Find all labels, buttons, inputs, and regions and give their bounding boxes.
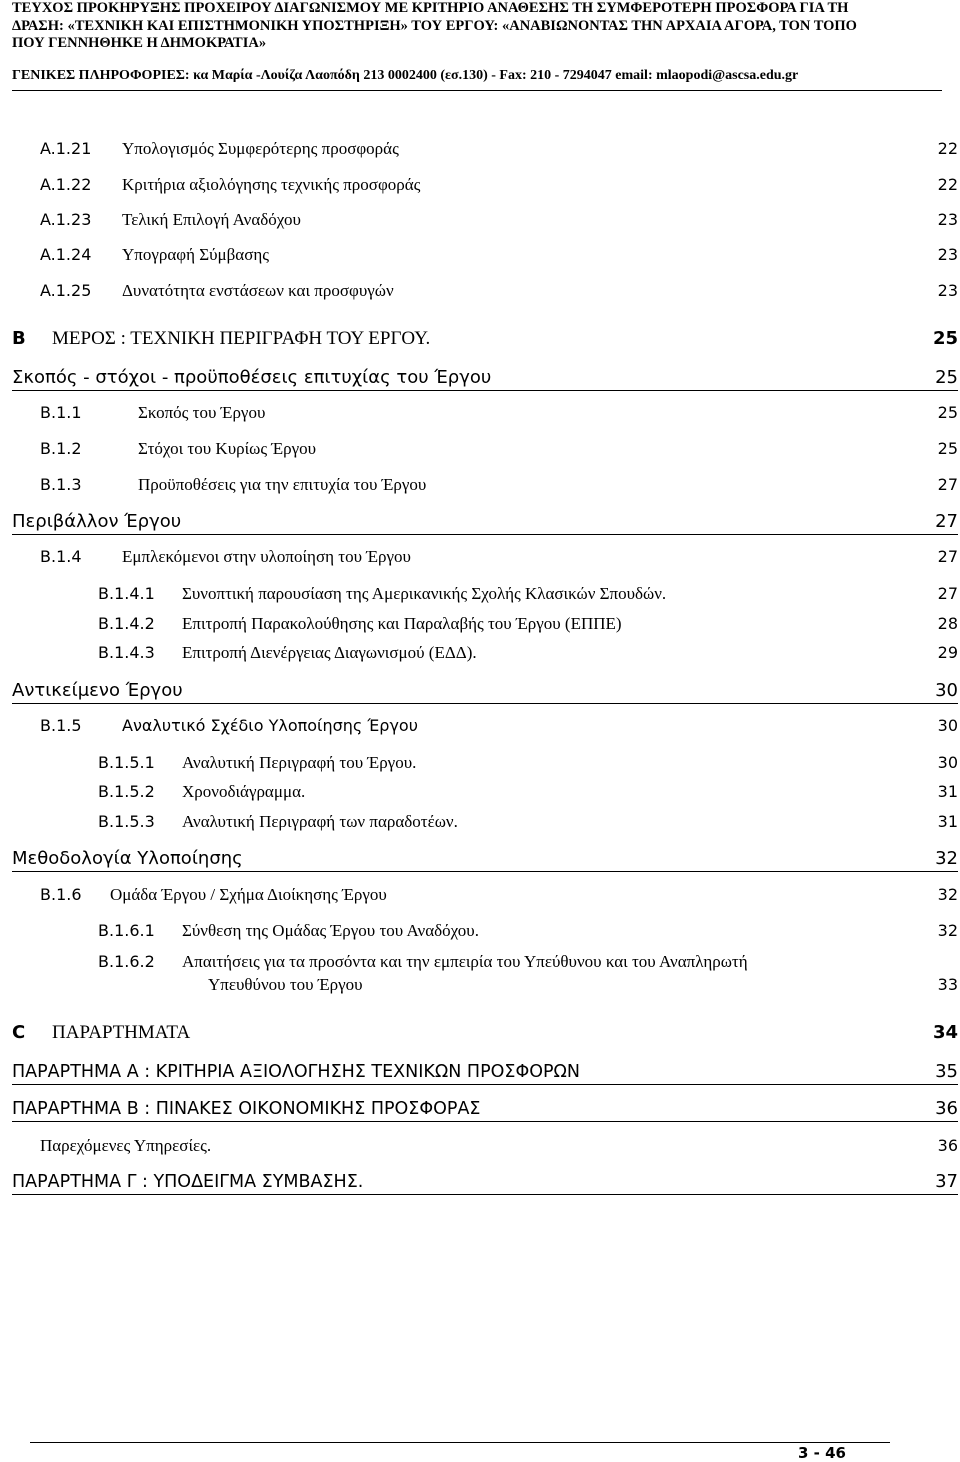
toc-subentry[interactable] <box>0 641 960 665</box>
toc-entry-number: B.1.5.2 <box>98 782 155 801</box>
toc-entry-title: Επιτροπή Διενέργειας Διαγωνισμού (ΕΔΔ). <box>182 643 477 662</box>
document-title: ΤΕΥΧΟΣ ΠΡΟΚΗΡΥΞΗΣ ΠΡΟΧΕΙΡΟΥ ΔΙΑΓΩΝΙΣΜΟΥ ΜΕ ΚΡΙΤΗΡΙΟ ΑΝΑΘΕΣΗΣ ΤΗ ΣΥΜΦΕΡΟΤΕΡΗ ΠΡΟΣΦΟΡΑ ΓΙΑ ΤΗ ΔΡΑΣΗ: «ΤΕΧΝΙΚΗ ΚΑΙ ΕΠΙΣΤΗΜΟΝΙΚΗ ΥΠΟΣΤΗΡΙΞΗ» ΤΟΥ ΕΡΓΟΥ: «ΑΝΑΒΙΩΝΟΝΤΑΣ ΤΗΝ ΑΡΧΑΙΑ ΑΓΟΡΑ, ΤΟΝ ΤΟΠΟ ΠΟΥ ΓΕΝΝΗΘΗΚΕ Η ΔΗΜΟΚΡΑΤΙΑ» <box>12 0 857 51</box>
toc-part-page: 34 <box>932 1022 958 1043</box>
toc-entry-page: 31 <box>937 782 958 801</box>
toc-entry-title: Κριτήρια αξιολόγησης τεχνικής προσφοράς <box>122 175 421 194</box>
toc-entry-page: 30 <box>937 753 958 772</box>
toc-appendix-title: ΠΑΡΑΡΤΗΜΑ Β : ΠΙΝΑΚΕΣ ΟΙΚΟΝΟΜΙΚΗΣ ΠΡΟΣΦΟΡΑΣ <box>12 1099 481 1119</box>
toc-entry-page: 32 <box>937 921 958 940</box>
toc-appendix-title: ΠΑΡΑΡΤΗΜΑ Γ : ΥΠΟΔΕΙΓΜΑ ΣΥΜΒΑΣΗΣ. <box>12 1172 364 1192</box>
toc-section-page: 27 <box>935 511 958 532</box>
toc-entry-number: B.1.5 <box>40 716 82 735</box>
toc-entry-title: Υπολογισμός Συμφερότερης προσφοράς <box>122 139 399 158</box>
toc-section-page: 30 <box>935 680 958 701</box>
toc-entry-number: B.1.6.2 <box>98 952 155 971</box>
toc-section-page: 32 <box>935 848 958 869</box>
toc-section-title: Μεθοδολογία Υλοποίησης <box>12 848 243 869</box>
toc-part-title: ΜΕΡΟΣ : ΤΕΧΝΙΚΗ ΠΕΡΙΓΡΑΦΗ ΤΟΥ ΕΡΓΟΥ. <box>52 328 431 349</box>
toc-entry-title: Στόχοι του Κυρίως Έργου <box>138 439 317 458</box>
toc-entry-page: 31 <box>937 812 958 831</box>
toc-entry-page: 22 <box>937 175 958 194</box>
toc-entry-page: 25 <box>937 439 958 458</box>
toc-subentry[interactable] <box>0 582 960 606</box>
toc-entry-title: Παρεχόμενες Υπηρεσίες. <box>40 1136 212 1155</box>
toc-entry-page: 22 <box>937 139 958 158</box>
toc-entry-page: 27 <box>937 584 958 603</box>
page-number: 3 - 46 <box>798 1444 846 1462</box>
toc-entry-title: Εμπλεκόμενοι στην υλοποίηση του Έργου <box>122 547 411 566</box>
toc-entry-number: B.1.5.1 <box>98 753 155 772</box>
toc-entry-page: 33 <box>937 975 958 994</box>
toc-entry-title: Χρονοδιάγραμμα. <box>182 782 306 801</box>
toc-entry-title: Υπογραφή Σύμβασης <box>122 245 269 264</box>
toc-subentry[interactable] <box>0 612 960 636</box>
toc-section-heading[interactable] <box>12 679 958 704</box>
toc-entry[interactable] <box>0 473 960 497</box>
toc-entry-page: 29 <box>937 643 958 662</box>
toc-entry-page: 27 <box>937 547 958 566</box>
toc-entry-number: B.1.4.1 <box>98 584 155 603</box>
contact-info: ΓΕΝΙΚΕΣ ΠΛΗΡΟΦΟΡΙΕΣ: κα Μαρία -Λουίζα Λαοπόδη 213 0002400 (εσ.130) - Fax: 210 - 7294047 email: mlaopodi@ascsa.edu.gr <box>12 67 799 83</box>
toc-entry-number: B.1.5.3 <box>98 812 155 831</box>
toc-part-title: ΠΑΡΑΡΤΗΜΑΤΑ <box>52 1022 191 1043</box>
toc-entry-number: B.1.2 <box>40 439 82 458</box>
toc-subentry[interactable] <box>0 810 960 834</box>
toc-entry-page: 32 <box>937 885 958 904</box>
toc-entry-page: 30 <box>937 716 958 735</box>
toc-entry-number: B.1.6.1 <box>98 921 155 940</box>
toc-entry-title: Απαιτήσεις για τα προσόντα και την εμπειρία του Υπεύθυνου και του Αναπληρωτή <box>182 952 748 971</box>
toc-subentry[interactable] <box>0 919 960 943</box>
toc-appendix-heading[interactable] <box>12 1097 958 1122</box>
toc-entry-number: A.1.22 <box>40 175 92 194</box>
toc-section-heading[interactable] <box>12 510 958 535</box>
toc-entry-page: 23 <box>937 210 958 229</box>
toc-entry-title: Αναλυτική Περιγραφή των παραδοτέων. <box>182 812 458 831</box>
toc-appendix-page: 37 <box>935 1171 958 1192</box>
toc-entry[interactable] <box>0 173 960 197</box>
toc-part-heading[interactable] <box>0 1021 960 1045</box>
toc-entry-title: Προϋποθέσεις για την επιτυχία του Έργου <box>138 475 427 494</box>
toc-part-page: 25 <box>932 328 958 349</box>
toc-entry-title: Επιτροπή Παρακολούθησης και Παραλαβής του Έργου (ΕΠΠΕ) <box>182 614 622 633</box>
toc-entry-number: A.1.21 <box>40 139 92 158</box>
toc-entry-number: B.1.3 <box>40 475 82 494</box>
toc-appendix-heading[interactable] <box>12 1170 958 1195</box>
toc-subentry[interactable] <box>0 780 960 804</box>
toc-entry-page: 23 <box>937 281 958 300</box>
toc-section-title: Σκοπός - στόχοι - προϋποθέσεις επιτυχίας του Έργου <box>12 367 492 388</box>
toc-entry[interactable] <box>0 883 960 907</box>
toc-entry-title: Αναλυτική Περιγραφή του Έργου. <box>182 753 417 772</box>
toc-section-title: Περιβάλλον Έργου <box>12 511 182 532</box>
toc-entry-page: 23 <box>937 245 958 264</box>
toc-entry-title: Αναλυτικό Σχέδιο Υλοποίησης Έργου <box>122 716 418 735</box>
toc-appendix-title: ΠΑΡΑΡΤΗΜΑ Α : ΚΡΙΤΗΡΙΑ ΑΞΙΟΛΟΓΗΣΗΣ ΤΕΧΝΙΚΩΝ ΠΡΟΣΦΟΡΩΝ <box>12 1062 581 1082</box>
footer-divider <box>30 1442 890 1443</box>
toc-entry-page: 25 <box>937 403 958 422</box>
toc-entry[interactable] <box>0 545 960 569</box>
toc-entry-title: Σύνθεση της Ομάδας Έργου του Αναδόχου. <box>182 921 479 940</box>
toc-entry-title: Συνοπτική παρουσίαση της Αμερικανικής Σχολής Κλασικών Σπουδών. <box>182 584 667 603</box>
toc-entry-title: Ομάδα Έργου / Σχήμα Διοίκησης Έργου <box>110 885 387 904</box>
toc-entry-title: Δυνατότητα ενστάσεων και προσφυγών <box>122 281 394 300</box>
toc-entry-number: A.1.24 <box>40 245 92 264</box>
toc-entry[interactable] <box>0 1134 960 1158</box>
document-header <box>12 0 952 91</box>
toc-appendix-page: 35 <box>935 1061 958 1082</box>
toc-entry-page: 27 <box>937 475 958 494</box>
toc-subentry[interactable] <box>0 751 960 775</box>
toc-entry-number: A.1.25 <box>40 281 92 300</box>
toc-appendix-heading[interactable] <box>12 1060 958 1085</box>
toc-part-number: C <box>12 1022 26 1043</box>
toc-entry[interactable] <box>0 208 960 232</box>
toc-entry-page: 36 <box>937 1136 958 1155</box>
toc-entry-page: 28 <box>937 614 958 633</box>
toc-entry-number: B.1.4 <box>40 547 82 566</box>
toc-subentry-continuation[interactable] <box>0 973 960 997</box>
toc-entry-number: A.1.23 <box>40 210 92 229</box>
toc-entry-title: Τελική Επιλογή Αναδόχου <box>122 210 301 229</box>
toc-entry-number: B.1.4.2 <box>98 614 155 633</box>
toc-entry-title-continued: Υπευθύνου του Έργου <box>208 975 363 994</box>
toc-entry[interactable] <box>0 401 960 425</box>
toc-section-heading[interactable] <box>12 847 958 872</box>
toc-entry[interactable] <box>0 279 960 303</box>
toc-part-heading[interactable] <box>0 327 960 351</box>
toc-entry[interactable] <box>0 714 960 738</box>
toc-entry[interactable] <box>0 137 960 161</box>
toc-entry-number: B.1.4.3 <box>98 643 155 662</box>
toc-section-title: Αντικείμενο Έργου <box>12 680 183 701</box>
toc-entry-number: B.1.1 <box>40 403 82 422</box>
toc-entry-number: B.1.6 <box>40 885 82 904</box>
toc-part-number: B <box>12 328 26 349</box>
toc-entry-title: Σκοπός του Έργου <box>138 403 266 422</box>
toc-section-page: 25 <box>935 367 958 388</box>
toc-appendix-page: 36 <box>935 1098 958 1119</box>
header-divider <box>12 90 942 91</box>
toc-subentry[interactable] <box>0 950 960 974</box>
toc-section-heading[interactable] <box>12 366 958 391</box>
toc-entry[interactable] <box>0 437 960 461</box>
toc-entry[interactable] <box>0 243 960 267</box>
